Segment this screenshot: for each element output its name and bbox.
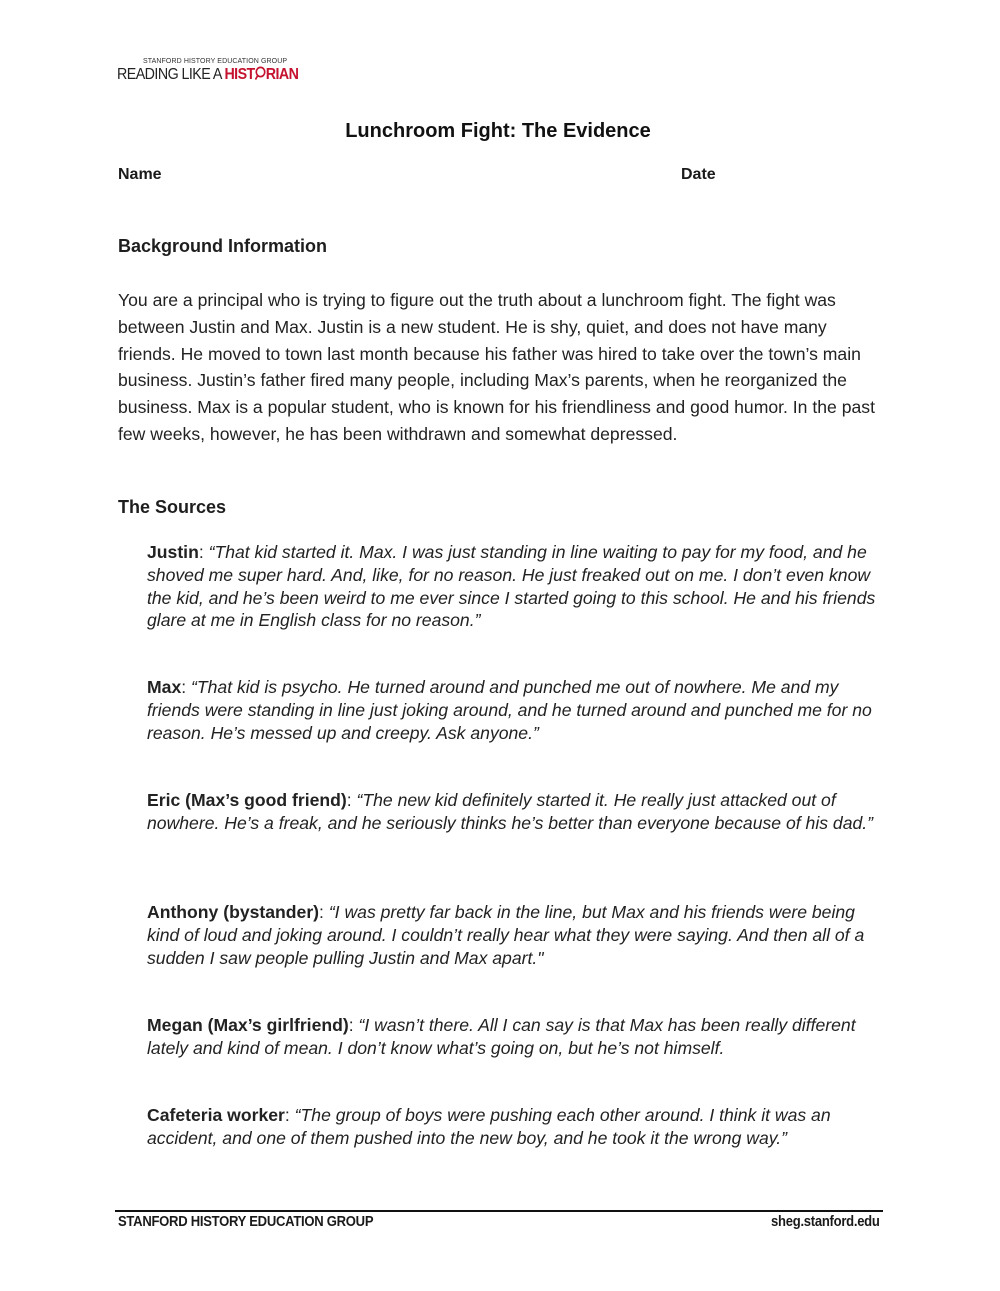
source-separator: : — [198, 542, 209, 562]
source-separator: : — [346, 790, 357, 810]
background-heading: Background Information — [118, 236, 328, 256]
source-speaker: Max — [147, 677, 182, 697]
source-cafeteria-worker — [147, 1104, 892, 1150]
source-separator: : — [348, 1015, 359, 1035]
source-megan — [147, 1014, 892, 1060]
source-max — [147, 676, 892, 744]
footer-website: sheg.stanford.edu — [771, 1214, 880, 1230]
source-quote: “That kid started it. Max. I was just standing in line waiting to pay for my food, and he shoved me super hard. And, like, for no reason. He just freaked out on me. I don’t even know the kid, and he’s been weird to me ever since I started going to this school. He and his friends glare at me in English class for no reason.” — [147, 542, 876, 631]
source-anthony — [147, 901, 892, 969]
source-speaker: Justin — [147, 542, 199, 562]
page-title: Lunchroom Fight: The Evidence — [345, 120, 651, 142]
date-field-label: Date — [681, 166, 716, 183]
logo — [117, 58, 314, 84]
source-quote: “I was pretty far back in the line, but Max and his friends were being kind of loud and joking around. I couldn’t really hear what they were saying. And then all of a sudden I saw people pulling Justin and Max apart." — [147, 902, 865, 968]
sources-heading: The Sources — [118, 497, 227, 517]
source-separator: : — [319, 902, 329, 922]
source-quote: “I wasn’t there. All I can say is that Max has been really different lately and kind of mean. I don’t know what’s going on, but he’s not himself. — [147, 1015, 856, 1058]
logo-text-2: HIST — [224, 66, 255, 83]
footer-divider — [115, 1210, 883, 1212]
source-speaker: Cafeteria worker — [147, 1105, 285, 1125]
source-speaker: Anthony (bystander) — [147, 902, 320, 922]
logo-org-name: STANFORD HISTORY EDUCATION GROUP — [143, 58, 288, 65]
background-paragraph: You are a principal who is trying to figure out the truth about a lunchroom fight. The fight was between Justin and Max. Justin is a new student. He is shy, quiet, and does not have many friends. He moved to town last month because his father was hired to take over the town’s main business. Justin’s father fired many people, including Max’s parents, when he reorganized the business. Max is a popular student, who is known for his friendliness and good humor. In the past few weeks, however, he has been withdrawn and somewhat depressed. — [118, 290, 875, 444]
source-speaker: Eric (Max’s good friend) — [147, 790, 347, 810]
logo-text-1: READING LIKE A — [117, 66, 225, 83]
source-quote: “The new kid definitely started it. He really just attacked out of nowhere. He’s a freak, and he seriously thinks he’s better than everyone because of his dad.” — [147, 790, 874, 833]
source-quote: “That kid is psycho. He turned around and punched me out of nowhere. Me and my friends were standing in line just joking around, and he turned around and punched me for no reason. He’s messed up and creepy. Ask anyone.” — [147, 677, 872, 743]
logo-wordmark — [117, 66, 298, 84]
footer-org-name: STANFORD HISTORY EDUCATION GROUP — [118, 1214, 374, 1230]
source-separator: : — [181, 677, 192, 697]
source-eric — [147, 789, 892, 835]
magnifying-glass-icon — [255, 66, 266, 78]
logo-text-3: RIAN — [265, 66, 299, 83]
source-separator: : — [284, 1105, 295, 1125]
source-speaker: Megan (Max’s girlfriend) — [147, 1015, 349, 1035]
name-field-label: Name — [118, 166, 162, 183]
source-justin — [147, 541, 892, 632]
source-quote: “The group of boys were pushing each other around. I think it was an accident, and one of them pushed into the new boy, and he took it the wrong way.” — [147, 1105, 831, 1148]
